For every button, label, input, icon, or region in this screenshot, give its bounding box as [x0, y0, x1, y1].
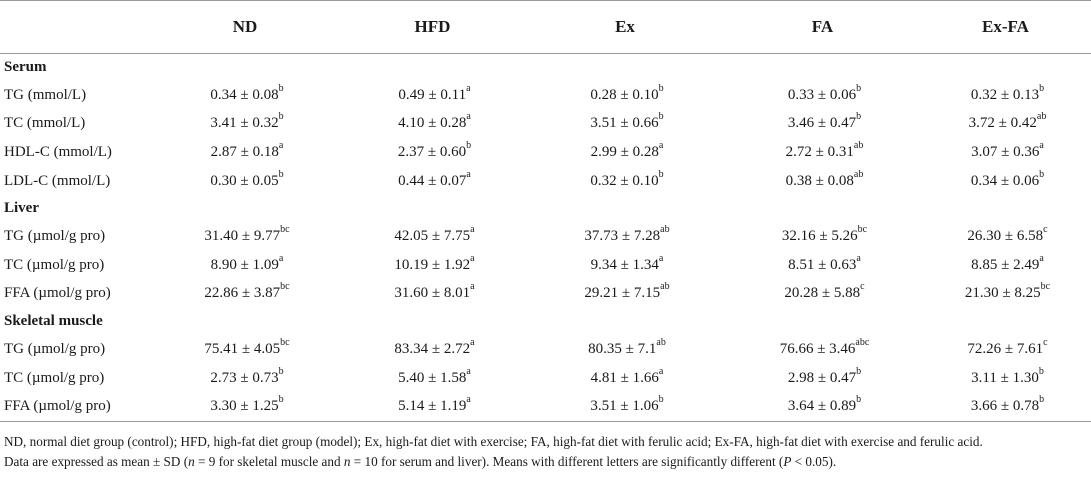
mean-sd-value: 0.49 ± 0.11: [398, 86, 467, 103]
significance-letter: bc: [280, 224, 290, 236]
significance-letter: b: [658, 168, 664, 180]
significance-letter: b: [856, 365, 862, 377]
value-cell: [340, 110, 525, 139]
mean-sd-value: 0.44 ± 0.07: [398, 172, 467, 189]
significance-letter: a: [470, 336, 475, 348]
significance-letter: bc: [280, 336, 290, 348]
value-cell: [725, 392, 920, 421]
row-label: TC (mmol/L): [4, 115, 86, 132]
significance-letter: a: [1039, 139, 1044, 151]
significance-letter: a: [470, 252, 475, 264]
mean-sd-value: 83.34 ± 2.72: [394, 340, 471, 357]
value-cell: [525, 364, 725, 393]
section-row: [0, 308, 1091, 335]
significance-letter: b: [278, 82, 284, 94]
significance-letter: c: [1043, 224, 1048, 236]
mean-sd-value: 0.34 ± 0.08: [210, 86, 279, 103]
significance-letter: a: [470, 224, 475, 236]
significance-letter: ab: [853, 139, 864, 151]
section-title: Liver: [4, 200, 39, 217]
significance-letter: ab: [660, 281, 670, 293]
mean-sd-value: 9.34 ± 1.34: [590, 256, 659, 273]
mean-sd-value: 3.07 ± 0.36: [971, 143, 1040, 160]
significance-letter: a: [658, 365, 664, 377]
mean-sd-value: 0.32 ± 0.10: [590, 172, 659, 189]
row-label: HDL-C (mmol/L): [4, 143, 112, 160]
footnote-stats: Data are expressed as mean ± SD (n = 9 for skeletal muscle and n = 10 for serum and liver). Means with different letters are significantly different (P < 0.05).: [4, 454, 837, 469]
value-cell: [525, 222, 725, 251]
mean-sd-value: 3.64 ± 0.89: [787, 398, 857, 415]
value-cell: [340, 392, 525, 421]
mean-sd-value: 2.37 ± 0.60: [397, 143, 467, 160]
significance-letter: a: [466, 394, 471, 406]
value-cell: [920, 280, 1091, 309]
table-body: [0, 54, 1091, 422]
significance-letter: a: [658, 252, 664, 264]
mean-sd-value: 3.66 ± 0.78: [970, 398, 1040, 415]
value-cell: [920, 81, 1091, 110]
value-cell: [725, 364, 920, 393]
row-label: FFA (µmol/g pro): [4, 285, 111, 302]
significance-letter: b: [278, 111, 284, 123]
row-label: TG (µmol/g pro): [4, 228, 106, 245]
mean-sd-value: 0.28 ± 0.10: [590, 86, 659, 103]
mean-sd-value: 8.85 ± 2.49: [971, 256, 1040, 273]
row-label: TG (mmol/L): [4, 86, 87, 103]
value-cell: [920, 251, 1091, 280]
mean-sd-value: 31.40 ± 9.77: [204, 228, 281, 245]
header-ex-fa: Ex-FA: [920, 1, 1091, 54]
value-cell: [920, 110, 1091, 139]
mean-sd-value: 26.30 ± 6.58: [967, 228, 1044, 245]
table-row: [0, 167, 1091, 196]
value-cell: [725, 167, 920, 196]
table-row: [0, 222, 1091, 251]
mean-sd-value: 21.30 ± 8.25: [964, 285, 1041, 302]
significance-letter: bc: [280, 281, 290, 293]
value-cell: [340, 364, 525, 393]
significance-letter: b: [1038, 365, 1044, 377]
value-cell: [920, 335, 1091, 364]
value-cell: [525, 138, 725, 167]
mean-sd-value: 22.86 ± 3.87: [204, 285, 281, 302]
significance-letter: b: [1039, 168, 1045, 180]
significance-letter: a: [856, 252, 861, 264]
mean-sd-value: 0.30 ± 0.05: [210, 172, 279, 189]
mean-sd-value: 0.34 ± 0.06: [970, 172, 1040, 189]
value-cell: [150, 110, 340, 139]
value-cell: [340, 251, 525, 280]
header-ex: Ex: [525, 1, 725, 54]
significance-letter: a: [658, 139, 664, 151]
significance-letter: a: [466, 365, 471, 377]
significance-letter: b: [856, 394, 862, 406]
significance-letter: a: [470, 281, 475, 293]
header-hfd: HFD: [340, 1, 525, 54]
row-label: TC (µmol/g pro): [4, 369, 105, 386]
significance-letter: c: [860, 281, 865, 293]
header-row: [0, 1, 1091, 54]
section-row: [0, 195, 1091, 222]
mean-sd-value: 20.28 ± 5.88: [784, 285, 861, 302]
mean-sd-value: 72.26 ± 7.61: [967, 340, 1044, 357]
value-cell: [150, 251, 340, 280]
value-cell: [150, 280, 340, 309]
significance-letter: a: [278, 252, 284, 264]
value-cell: [340, 138, 525, 167]
significance-letter: b: [856, 111, 862, 123]
header-fa: FA: [725, 1, 920, 54]
mean-sd-value: 4.10 ± 0.28: [398, 115, 467, 132]
header-nd: ND: [150, 1, 340, 54]
significance-letter: c: [1043, 336, 1048, 348]
mean-sd-value: 3.51 ± 0.66: [590, 115, 659, 132]
value-cell: [725, 81, 920, 110]
value-cell: [150, 335, 340, 364]
value-cell: [150, 222, 340, 251]
mean-sd-value: 2.98 ± 0.47: [787, 369, 857, 386]
value-cell: [525, 81, 725, 110]
mean-sd-value: 8.51 ± 0.63: [788, 256, 857, 273]
value-cell: [150, 364, 340, 393]
table-footnote: [4, 432, 1089, 472]
footnote-abbreviations: ND, normal diet group (control); HFD, high-fat diet group (model); Ex, high-fat diet with exercise; FA, high-fat diet with ferulic acid; Ex-FA, high-fat diet with exercise and ferulic acid.: [4, 434, 983, 449]
value-cell: [525, 335, 725, 364]
significance-letter: ab: [660, 224, 670, 236]
mean-sd-value: 2.72 ± 0.31: [785, 143, 854, 160]
significance-letter: ab: [1036, 111, 1047, 123]
value-cell: [725, 280, 920, 309]
value-cell: [725, 138, 920, 167]
row-label: FFA (µmol/g pro): [0, 392, 150, 421]
value-cell: [525, 251, 725, 280]
mean-sd-value: 2.87 ± 0.18: [210, 143, 279, 160]
significance-letter: b: [1039, 82, 1045, 94]
table-row: [0, 81, 1091, 110]
value-cell: [920, 392, 1091, 421]
row-label: TC (µmol/g pro): [4, 256, 105, 273]
mean-sd-value: 5.40 ± 1.58: [398, 369, 467, 386]
mean-sd-value: 37.73 ± 7.28: [584, 228, 661, 245]
mean-sd-value: 0.33 ± 0.06: [787, 86, 857, 103]
value-cell: [525, 280, 725, 309]
mean-sd-value: 42.05 ± 7.75: [394, 228, 471, 245]
value-cell: [525, 167, 725, 196]
mean-sd-value: 29.21 ± 7.15: [584, 285, 661, 302]
mean-sd-value: 0.38 ± 0.08: [785, 172, 854, 189]
value-cell: [525, 110, 725, 139]
header-stub: [0, 1, 150, 54]
value-cell: [150, 81, 340, 110]
significance-letter: b: [658, 82, 664, 94]
significance-letter: a: [466, 111, 471, 123]
mean-sd-value: 3.51 ± 1.06: [590, 398, 659, 415]
value-cell: [725, 251, 920, 280]
significance-letter: b: [658, 394, 664, 406]
section-title: Skeletal muscle: [4, 313, 103, 330]
table-row: [0, 335, 1091, 364]
significance-letter: b: [278, 394, 284, 406]
value-cell: [150, 138, 340, 167]
value-cell: [920, 138, 1091, 167]
table-header: [0, 1, 1091, 54]
mean-sd-value: 31.60 ± 8.01: [394, 285, 471, 302]
mean-sd-value: 2.99 ± 0.28: [590, 143, 659, 160]
value-cell: [150, 392, 340, 421]
significance-letter: bc: [857, 224, 868, 236]
mean-sd-value: 4.81 ± 1.66: [590, 369, 659, 386]
table-row: [0, 364, 1091, 393]
value-cell: [525, 392, 725, 421]
value-cell: [340, 222, 525, 251]
significance-letter: a: [278, 139, 284, 151]
table-row: [0, 392, 1091, 421]
significance-letter: b: [278, 365, 284, 377]
row-label: TG (µmol/g pro): [4, 340, 106, 357]
significance-letter: b: [658, 111, 664, 123]
mean-sd-value: 0.32 ± 0.13: [970, 86, 1040, 103]
mean-sd-value: 3.41 ± 0.32: [210, 115, 279, 132]
mean-sd-value: 8.90 ± 1.09: [210, 256, 279, 273]
significance-letter: b: [466, 139, 472, 151]
mean-sd-value: 3.72 ± 0.42: [968, 115, 1037, 132]
mean-sd-value: 32.16 ± 5.26: [781, 228, 858, 245]
value-cell: [340, 280, 525, 309]
significance-letter: abc: [855, 336, 870, 348]
significance-letter: b: [856, 82, 862, 94]
mean-sd-value: 5.14 ± 1.19: [398, 398, 467, 415]
value-cell: [340, 335, 525, 364]
mean-sd-value: 2.73 ± 0.73: [210, 369, 279, 386]
value-cell: [920, 364, 1091, 393]
mean-sd-value: 3.11 ± 1.30: [971, 369, 1039, 386]
mean-sd-value: 3.30 ± 1.25: [210, 398, 279, 415]
section-row: [0, 54, 1091, 82]
significance-letter: b: [1039, 394, 1045, 406]
value-cell: [725, 335, 920, 364]
significance-letter: a: [466, 168, 471, 180]
section-title: Serum: [4, 59, 47, 75]
significance-letter: bc: [1040, 281, 1051, 293]
value-cell: [150, 167, 340, 196]
significance-letter: a: [1039, 252, 1044, 264]
significance-letter: b: [278, 168, 284, 180]
value-cell: [340, 167, 525, 196]
table-row: [0, 138, 1091, 167]
mean-sd-value: 10.19 ± 1.92: [394, 256, 471, 273]
value-cell: [725, 222, 920, 251]
mean-sd-value: 76.66 ± 3.46: [779, 340, 856, 357]
significance-letter: a: [466, 82, 471, 94]
mean-sd-value: 80.35 ± 7.1: [588, 340, 657, 357]
value-cell: [920, 167, 1091, 196]
table-row: [0, 251, 1091, 280]
table-row: [0, 280, 1091, 309]
value-cell: [340, 81, 525, 110]
mean-sd-value: 75.41 ± 4.05: [204, 340, 281, 357]
significance-letter: ab: [853, 168, 864, 180]
table-row: [0, 110, 1091, 139]
mean-sd-value: 3.46 ± 0.47: [787, 115, 857, 132]
value-cell: [920, 222, 1091, 251]
row-label: LDL-C (mmol/L): [4, 172, 111, 189]
significance-letter: ab: [656, 336, 666, 348]
value-cell: [725, 110, 920, 139]
